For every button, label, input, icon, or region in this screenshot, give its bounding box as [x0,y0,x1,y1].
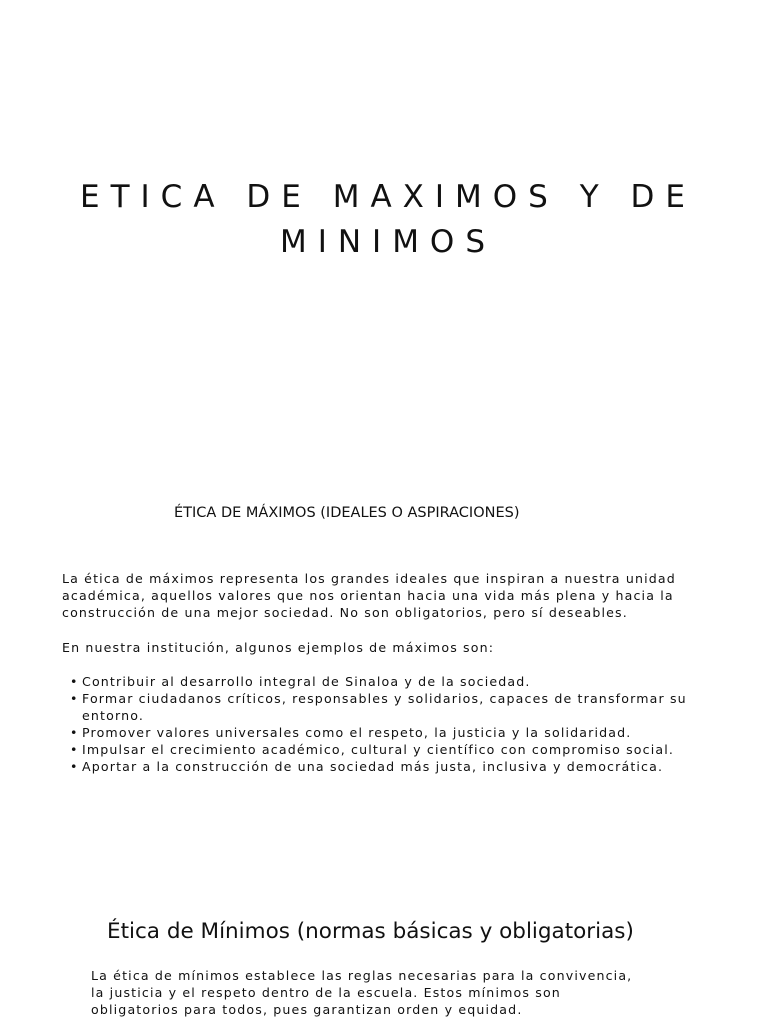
maximos-examples-list [70,673,750,775]
minimos-intro-line: la justicia y el respeto dentro de la escuela. Estos mínimos son [91,985,561,1000]
list-item [70,673,750,690]
bullet-icon: • [70,742,78,757]
maximos-examples-lead: En nuestra institución, algunos ejemplos de máximos son: [62,640,495,655]
list-item-text: Contribuir al desarrollo integral de Sinaloa y de la sociedad. [82,674,531,689]
list-item [70,758,750,775]
maximos-intro-line: académica, aquellos valores que nos orientan hacia una vida más plena y hacia la [62,588,674,603]
list-item-text: Impulsar el crecimiento académico, cultural y científico con compromiso social. [82,742,675,757]
minimos-intro-line: obligatorios para todos, pues garantizan orden y equidad. [91,1002,523,1017]
maximos-intro-paragraph [62,570,742,621]
maximos-intro-line: construcción de una mejor sociedad. No son obligatorios, pero sí deseables. [62,605,628,620]
bullet-icon: • [70,759,78,774]
list-item-text-continued: entorno. [82,708,144,723]
bullet-icon: • [70,674,78,689]
list-item [70,741,750,758]
document-title-line-1: ETICA DE MAXIMOS Y DE [80,179,696,215]
document-title-line-2: MINIMOS [279,224,497,260]
list-item-text: Promover valores universales como el respeto, la justicia y la solidaridad. [82,725,632,740]
list-item [70,690,750,724]
list-item-text: Aportar a la construcción de una sociedad más justa, inclusiva y democrática. [82,759,664,774]
list-item [70,724,750,741]
list-item-text: Formar ciudadanos críticos, responsables y solidarios, capaces de transformar su [82,691,687,706]
maximos-intro-line: La ética de máximos representa los grandes ideales que inspiran a nuestra unidad [62,571,676,586]
minimos-intro-line: La ética de mínimos establece las reglas necesarias para la convivencia, [91,968,633,983]
maximos-heading: ÉTICA DE MÁXIMOS (IDEALES O ASPIRACIONES) [174,505,520,521]
bullet-icon: • [70,725,78,740]
minimos-heading: Ética de Mínimos (normas básicas y obligatorias) [107,919,634,944]
bullet-icon: • [70,691,78,706]
minimos-intro-paragraph [91,967,632,1018]
document-title [0,175,768,265]
